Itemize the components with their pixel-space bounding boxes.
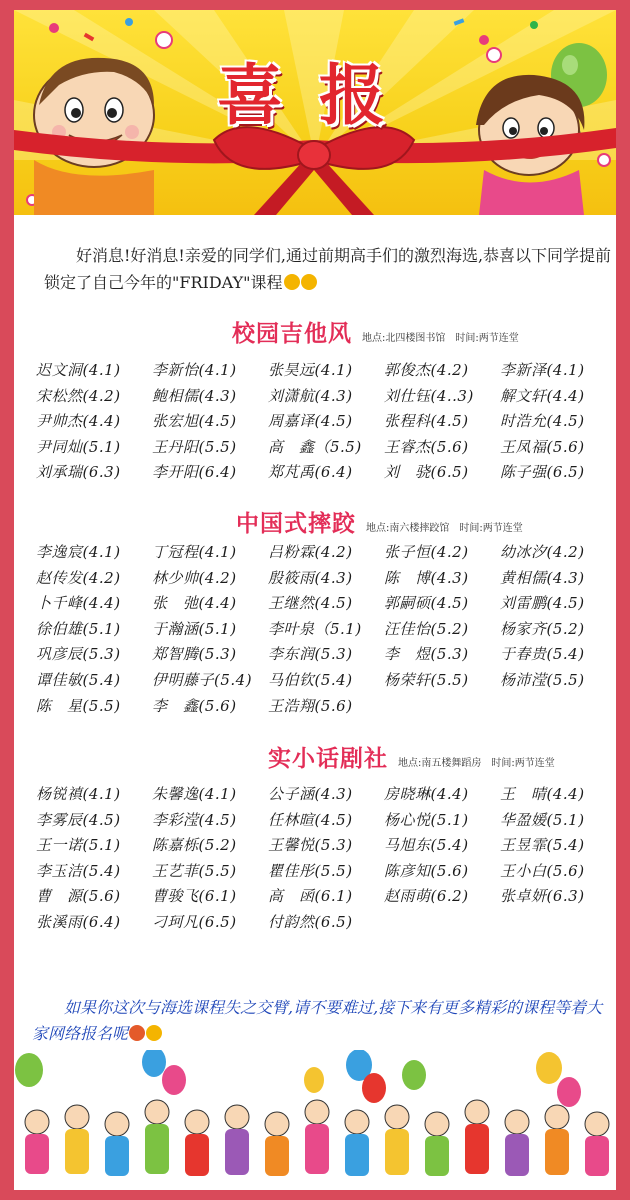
emoji-icon <box>146 1025 162 1041</box>
student-entry: 幼冰汐(4.2) <box>500 543 585 561</box>
student-entry: 杨荣轩(5.5) <box>384 670 469 689</box>
section-time: 时间:两节连堂 <box>491 758 555 769</box>
student-entry: 郑芃禹(6.4) <box>268 463 353 482</box>
student-entry: 王一诺(5.1) <box>36 836 121 855</box>
section-time: 时间:两节连堂 <box>459 523 523 534</box>
banner-title: 喜报 <box>217 56 421 134</box>
section-title: 校园吉他风 <box>232 320 352 347</box>
student-entry: 李逸宸(4.1) <box>36 543 121 561</box>
student-entry: 汪佳怡(5.2) <box>384 619 469 638</box>
student-entry: 伊明藤子(5.4) <box>152 670 253 689</box>
student-entry: 陈 博(4.3) <box>384 568 469 587</box>
kids-row-decoration <box>25 1100 609 1176</box>
student-entry: 高 函(6.1) <box>268 887 353 906</box>
student-entry: 王丹阳(5.5) <box>152 437 237 456</box>
student-entry: 高 鑫（5.5) <box>268 437 362 456</box>
poster <box>14 10 616 1190</box>
student-entry: 张程科(4.5) <box>384 412 469 431</box>
student-entry: 李东润(5.3) <box>268 645 353 664</box>
section-time: 时间:两节连堂 <box>455 333 519 344</box>
student-entry: 杨锐禛(4.1) <box>36 785 121 803</box>
student-entry: 赵传发(4.2) <box>36 568 121 587</box>
student-entry: 鲍相儒(4.3) <box>152 386 237 405</box>
student-entry: 解文轩(4.4) <box>500 386 585 405</box>
student-entry: 张宏旭(4.5) <box>152 412 237 431</box>
student-entry: 李新怡(4.1) <box>152 361 237 379</box>
student-entry: 陈子强(6.5) <box>500 463 585 482</box>
student-entry: 郑智腾(5.3) <box>152 645 237 664</box>
student-entry: 房晓琳(4.4) <box>384 785 469 803</box>
student-entry: 尹同灿(5.1) <box>36 437 121 456</box>
student-entry: 宋松然(4.2) <box>36 386 121 405</box>
student-entry: 王馨悦(5.3) <box>268 836 353 855</box>
section-info <box>366 519 533 534</box>
student-entry: 于瀚涵(5.1) <box>152 619 237 638</box>
student-entry: 李叶泉（5.1) <box>268 619 362 638</box>
student-entry: 陈 星(5.5) <box>36 696 121 715</box>
student-entry: 王小白(5.6) <box>500 861 585 880</box>
student-entry: 马伯钦(5.4) <box>268 670 353 689</box>
student-entry: 王继然(4.5) <box>268 594 353 613</box>
emoji-icon <box>284 274 300 290</box>
student-entry: 刘雷鹏(4.5) <box>500 594 585 613</box>
balloons-decoration <box>15 1050 581 1107</box>
student-entry: 杨家齐(5.2) <box>500 619 585 638</box>
student-entry: 于春贵(5.4) <box>500 645 585 664</box>
student-entry: 华盈媛(5.1) <box>500 810 585 829</box>
student-list-drama <box>36 782 616 936</box>
student-entry: 张昊远(4.1) <box>268 361 353 379</box>
student-entry: 王凤福(5.6) <box>500 437 585 456</box>
header-banner <box>14 10 616 215</box>
outro-text: 如果你这次与海选课程失之交臂,请不要难过,接下来有更多精彩的课程等着大家网络报名呢 <box>32 998 603 1043</box>
student-entry: 李开阳(6.4) <box>152 463 237 482</box>
student-entry: 卜千峰(4.4) <box>36 594 121 613</box>
student-entry: 李新泽(4.1) <box>500 361 585 379</box>
student-entry: 李雾辰(4.5) <box>36 810 121 829</box>
section-info <box>398 754 565 769</box>
student-entry: 王艺菲(5.5) <box>152 861 237 880</box>
student-entry: 赵雨萌(6.2) <box>384 887 469 906</box>
intro-paragraph <box>44 242 616 296</box>
student-entry: 时浩允(4.5) <box>500 412 585 431</box>
student-entry: 付韵然(6.5) <box>268 912 353 931</box>
student-entry: 丁冠程(4.1) <box>152 543 237 561</box>
student-entry: 杨沛滢(5.5) <box>500 670 585 689</box>
student-entry: 王睿杰(5.6) <box>384 437 469 456</box>
student-entry: 黄相儒(4.3) <box>500 568 585 587</box>
student-entry: 刘潇航(4.3) <box>268 386 353 405</box>
section-header-guitar <box>232 315 529 348</box>
student-entry: 李彩滢(4.5) <box>152 810 237 829</box>
section-location: 地点:北四楼图书馆 <box>362 333 446 344</box>
intro-text: 好消息!好消息!亲爱的同学们,通过前期高手们的激烈海选,恭喜以下同学提前锁定了自己今年的"FRIDAY"课程 <box>44 246 612 292</box>
student-entry: 刘 骁(6.5) <box>384 463 469 482</box>
student-entry: 刘仕钰(4..3) <box>384 386 474 405</box>
student-entry: 张溪雨(6.4) <box>36 912 121 931</box>
student-entry: 朱馨逸(4.1) <box>152 785 237 803</box>
student-entry: 陈彦知(5.6) <box>384 861 469 880</box>
student-entry: 王 晴(4.4) <box>500 785 585 803</box>
outro-paragraph <box>32 995 612 1047</box>
student-entry: 张 弛(4.4) <box>152 594 237 613</box>
student-entry: 徐伯雄(5.1) <box>36 619 121 638</box>
student-entry: 张子恒(4.2) <box>384 543 469 561</box>
student-entry: 曹骏飞(6.1) <box>152 887 237 906</box>
student-entry: 巩彦辰(5.3) <box>36 645 121 664</box>
emoji-icon <box>129 1025 145 1041</box>
student-entry: 林少帅(4.2) <box>152 568 237 587</box>
children-balloons-illustration <box>14 1050 616 1190</box>
student-entry: 王浩翔(5.6) <box>268 696 353 715</box>
student-entry: 张卓妍(6.3) <box>500 887 585 906</box>
student-entry: 王昱霏(5.4) <box>500 836 585 855</box>
emoji-icon <box>301 274 317 290</box>
student-entry: 杨心悦(5.1) <box>384 810 469 829</box>
student-entry: 陈嘉栎(5.2) <box>152 836 237 855</box>
student-entry: 殷筱雨(4.3) <box>268 568 353 587</box>
student-entry: 刁珂凡(6.5) <box>152 912 237 931</box>
student-entry: 郭俊杰(4.2) <box>384 361 469 379</box>
student-entry: 李玉洁(5.4) <box>36 861 121 880</box>
student-entry: 曹 源(5.6) <box>36 887 121 906</box>
student-entry: 刘承瑞(6.3) <box>36 463 121 482</box>
section-header-wrestling <box>236 505 533 538</box>
student-entry: 谭佳敏(5.4) <box>36 670 121 689</box>
student-entry: 马旭东(5.4) <box>384 836 469 855</box>
student-entry: 周嘉译(4.5) <box>268 412 353 431</box>
student-entry: 李 鑫(5.6) <box>152 696 237 715</box>
section-location: 地点:南五楼舞蹈房 <box>398 758 482 769</box>
student-entry: 尹帅杰(4.4) <box>36 412 121 431</box>
section-title: 中国式摔跤 <box>236 510 356 537</box>
student-entry: 任林暄(4.5) <box>268 810 353 829</box>
student-entry: 郭嗣硕(4.5) <box>384 594 469 613</box>
section-info <box>362 329 529 344</box>
section-title: 实小话剧社 <box>268 745 388 772</box>
student-entry: 李 煜(5.3) <box>384 645 469 664</box>
section-location: 地点:南六楼摔跤馆 <box>366 523 450 534</box>
section-header-drama <box>268 740 565 773</box>
student-list-guitar <box>36 358 616 486</box>
student-entry: 公子涵(4.3) <box>268 785 353 803</box>
student-entry: 吕粉霖(4.2) <box>268 543 353 561</box>
student-entry: 瞿佳彤(5.5) <box>268 861 353 880</box>
student-entry: 迟文洞(4.1) <box>36 361 121 379</box>
student-list-wrestling <box>36 540 616 719</box>
